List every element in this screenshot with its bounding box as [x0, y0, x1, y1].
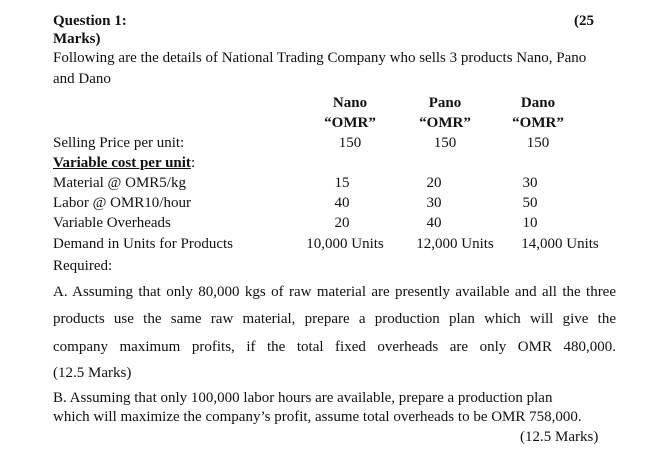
demand-nano: 10,000 Units [306, 236, 384, 252]
marks-close: Marks) [53, 31, 101, 47]
header-pano: Pano [428, 95, 462, 111]
part-b-marks: (12.5 Marks) [520, 429, 599, 445]
labor-pano: 30 [426, 195, 442, 211]
overheads-dano: 10 [522, 215, 538, 231]
material-nano: 15 [334, 175, 350, 191]
part-a-line-2: products use the same raw material, prepare a production plan which will give the [53, 311, 616, 327]
part-a-line-3: company maximum profits, if the total fixed overheads are only OMR 480,000. [53, 339, 616, 355]
material-pano: 20 [426, 175, 442, 191]
selling-price-label: Selling Price per unit: [53, 135, 185, 151]
variable-cost-colon: : [190, 155, 196, 171]
demand-pano: 12,000 Units [416, 236, 494, 252]
part-b-line-1: B. Assuming that only 100,000 labor hours are available, prepare a production plan [53, 390, 553, 406]
labor-nano: 40 [334, 195, 350, 211]
overheads-label: Variable Overheads [53, 215, 171, 231]
demand-label: Demand in Units for Products [53, 236, 233, 252]
selling-price-dano: 150 [526, 135, 550, 151]
material-dano: 30 [522, 175, 538, 191]
demand-dano: 14,000 Units [521, 236, 599, 252]
variable-cost-label: Variable cost per unit [53, 155, 191, 171]
part-a-line-1: A. Assuming that only 80,000 kgs of raw material are presently available and all the three [53, 284, 616, 300]
part-a-marks: (12.5 Marks) [53, 365, 132, 381]
currency-dano: “OMR” [512, 115, 564, 131]
labor-label: Labor @ OMR10/hour [53, 195, 191, 211]
header-dano: Dano [520, 95, 556, 111]
overheads-nano: 20 [334, 215, 350, 231]
required-label: Required: [53, 258, 113, 274]
question-title: Question 1: [53, 13, 127, 29]
header-nano: Nano [332, 95, 368, 111]
labor-dano: 50 [522, 195, 538, 211]
selling-price-pano: 150 [433, 135, 457, 151]
intro-line-1: Following are the details of National Trading Company who sells 3 products Nano, Pano [53, 50, 587, 66]
variable-cost-heading [53, 154, 195, 172]
currency-pano: “OMR” [419, 115, 471, 131]
currency-nano: “OMR” [324, 115, 376, 131]
intro-line-2: and Dano [53, 71, 111, 87]
part-b-line-2: which will maximize the company’s profit, assume total overheads to be OMR 758,000. [53, 409, 582, 425]
selling-price-nano: 150 [338, 135, 362, 151]
marks-open: (25 [574, 13, 594, 29]
overheads-pano: 40 [426, 215, 442, 231]
material-label: Material @ OMR5/kg [53, 175, 186, 191]
